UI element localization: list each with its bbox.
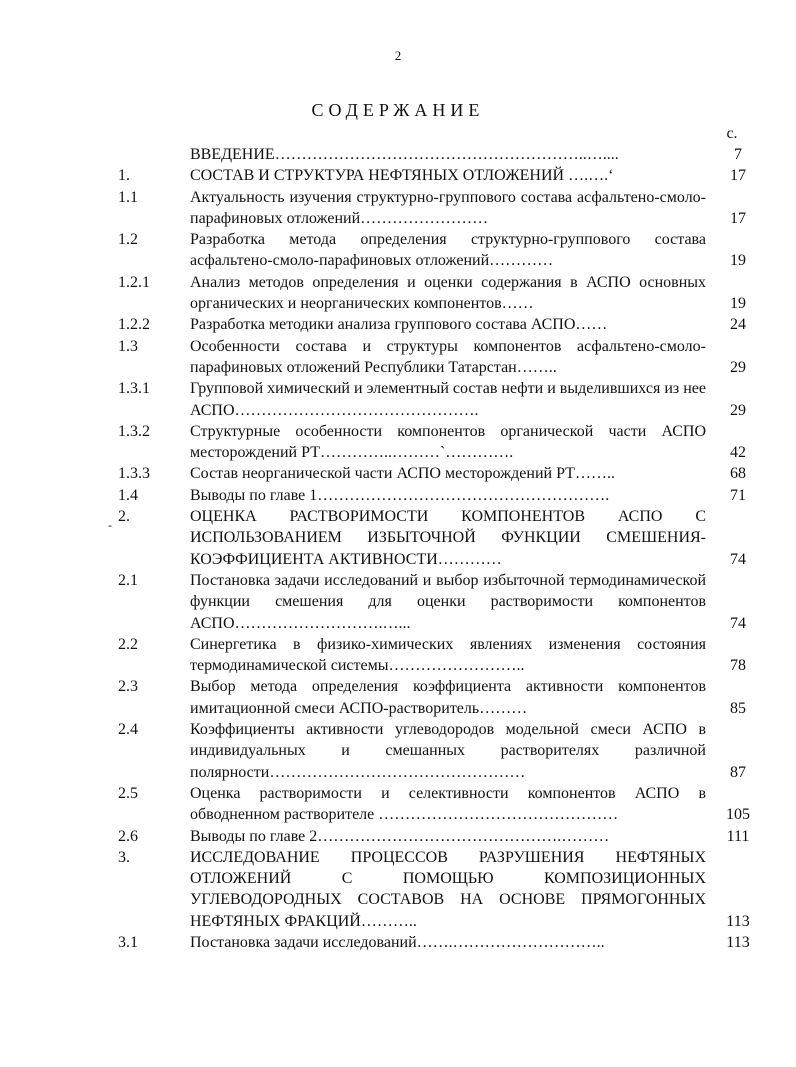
toc-entry-number: 2.3	[118, 678, 138, 696]
toc-entry-page: 19	[730, 295, 746, 313]
toc-entry-title: Структурные особенности компонентов органической части АСПО месторождений РТ…………..………`………….	[190, 422, 706, 462]
toc-entry-number: 1.	[118, 167, 130, 185]
toc-entry-title: Постановка задачи исследований и выбор избыточной термодинамической функции смешения для оценки растворимости компонентов АСПО……………………….…...	[190, 571, 706, 632]
toc-entry	[118, 187, 768, 230]
toc-entry	[118, 570, 768, 634]
toc-entry	[118, 336, 768, 379]
toc-entry-page: 74	[730, 614, 746, 632]
toc-entry-title: Выводы по главе 2……………………………………….………	[190, 827, 610, 845]
toc-entry-page: 17	[730, 167, 746, 185]
toc-entry-title: ИССЛЕДОВАНИЕ ПРОЦЕССОВ РАЗРУШЕНИЯ НЕФТЯНЫХ ОТЛОЖЕНИЙ С ПОМОЩЬЮ КОМПОЗИЦИОННЫХ УГЛЕВОДОРОДНЫХ СОСТАВОВ НА ОСНОВЕ ПРЯМОГОННЫХ НЕФТЯНЫХ ФРАКЦИЙ………..	[190, 848, 706, 930]
toc-entry-title: Групповой химический и элементный состав нефти и выделившихся из нее АСПО……………………………………….	[190, 380, 706, 419]
toc-entry-page: 19	[730, 252, 746, 270]
toc-entry-title: Разработка метода определения структурно-группового состава асфальтено-смоло-парафиновых отложений…………	[190, 231, 706, 270]
toc-entry-number: 2.	[118, 508, 130, 526]
toc-entry	[118, 676, 768, 719]
toc-entry	[118, 506, 768, 570]
toc-entry-number	[118, 144, 186, 165]
page-number: 2	[394, 48, 402, 63]
toc-entry-number: 2.1	[118, 571, 138, 589]
toc-entry-title: ВВЕДЕНИЕ…………………………………………………..…....	[190, 146, 619, 163]
toc-entry-title: Выводы по главе 1……………………………………………….	[190, 486, 610, 504]
toc-entry-number: 1.3.3	[118, 465, 150, 483]
toc-entry	[118, 847, 768, 932]
toc-entry-title: Оценка растворимости и селективности компонентов АСПО в обводненном растворителе ………………………………………	[190, 784, 706, 824]
toc-entry-title: Особенности состава и структуры компонентов асфальтено-смоло-парафиновых отложений Республики Татарстан……..	[190, 337, 706, 376]
margin-mark: -	[108, 518, 112, 532]
toc-entry	[118, 485, 768, 506]
toc-entry	[118, 229, 768, 272]
toc-entry-title: Анализ методов определения и оценки содержания в АСПО основных органических и неорганических компонентов……	[190, 273, 706, 313]
toc-entry-title: СОСТАВ И СТРУКТУРА НЕФТЯНЫХ ОТЛОЖЕНИЙ ….….‘	[190, 167, 614, 185]
toc-entry	[118, 463, 768, 484]
toc-entry-page: 68	[730, 465, 746, 483]
toc-entry-page: 71	[730, 486, 746, 504]
toc-entry	[118, 421, 768, 464]
toc-entry-number: 1.4	[118, 486, 138, 504]
toc-entry-page: 113	[726, 912, 750, 930]
toc-entry-title: Выбор метода определения коэффициента активности компонентов имитационной смеси АСПО-растворитель………	[190, 678, 706, 717]
toc-entry-page: 74	[730, 550, 746, 568]
toc-entry-title: Постановка задачи исследований…….………………………..	[190, 933, 605, 951]
toc-entry-page: 42	[730, 444, 746, 462]
toc-entry-number: 2.2	[118, 635, 138, 653]
toc-entry-number: 3.1	[118, 933, 138, 951]
toc-entry-page: 7	[734, 146, 742, 163]
toc-entry	[118, 165, 768, 186]
toc-entry-page: 105	[726, 806, 750, 824]
toc-entry-title: Состав неорганической части АСПО месторождений РТ……..	[190, 465, 615, 483]
toc-entry-page: 17	[730, 209, 746, 227]
toc-entry-number: 1.3.1	[118, 380, 150, 398]
table-of-contents	[118, 144, 768, 953]
toc-entry-title: Коэффициенты активности углеводородов модельной смеси АСПО в индивидуальных и смешанных растворителях различной полярности…………………………………………	[190, 721, 706, 781]
toc-entry-page: 113	[726, 933, 750, 951]
toc-entry	[118, 378, 768, 421]
toc-entry	[118, 144, 768, 165]
toc-entry	[118, 932, 768, 953]
toc-entry-page: 29	[730, 358, 746, 376]
toc-entry-number: 1.3.2	[118, 422, 150, 440]
toc-entry-title: ОЦЕНКА РАСТВОРИМОСТИ КОМПОНЕНТОВ АСПО С ИСПОЛЬЗОВАНИЕМ ИЗБЫТОЧНОЙ ФУНКЦИИ СМЕШЕНИЯ-КОЭФФИЦИЕНТА АКТИВНОСТИ…………	[190, 508, 706, 568]
toc-entry-number: 3.	[118, 848, 130, 866]
toc-entry-title: Актуальность изучения структурно-группового состава асфальтено-смоло-парафиновых отложений……………………	[190, 188, 706, 227]
toc-entry-number: 2.4	[118, 721, 138, 739]
toc-entry-number: 1.2.1	[118, 273, 150, 291]
toc-entry-page: 78	[730, 657, 746, 675]
toc-entry-number: 1.1	[118, 188, 138, 206]
toc-entry-number: 2.5	[118, 784, 138, 802]
toc-entry-page: 24	[730, 316, 746, 334]
toc-entry-page: 111	[726, 827, 750, 845]
toc-entry-number: 2.6	[118, 827, 138, 845]
toc-entry	[118, 634, 768, 677]
page-column-label: с.	[726, 125, 738, 142]
toc-entry	[118, 783, 768, 826]
toc-entry-number: 1.2.2	[118, 316, 150, 334]
toc-entry-number: 1.3	[118, 337, 138, 355]
toc-entry-page: 29	[730, 401, 746, 419]
toc-entry-number: 1.2	[118, 231, 138, 249]
toc-entry-page: 87	[730, 763, 746, 781]
toc-entry	[118, 314, 768, 335]
toc-entry	[118, 272, 768, 315]
toc-entry	[118, 826, 768, 847]
toc-heading: СОДЕРЖАНИЕ	[311, 100, 485, 120]
toc-entry-title: Синергетика в физико-химических явлениях изменения состояния термодинамической системы……………………..	[190, 635, 706, 675]
toc-entry-title: Разработка методики анализа группового состава АСПО……	[190, 316, 608, 334]
toc-entry-page: 85	[730, 699, 746, 717]
toc-entry	[118, 719, 768, 783]
